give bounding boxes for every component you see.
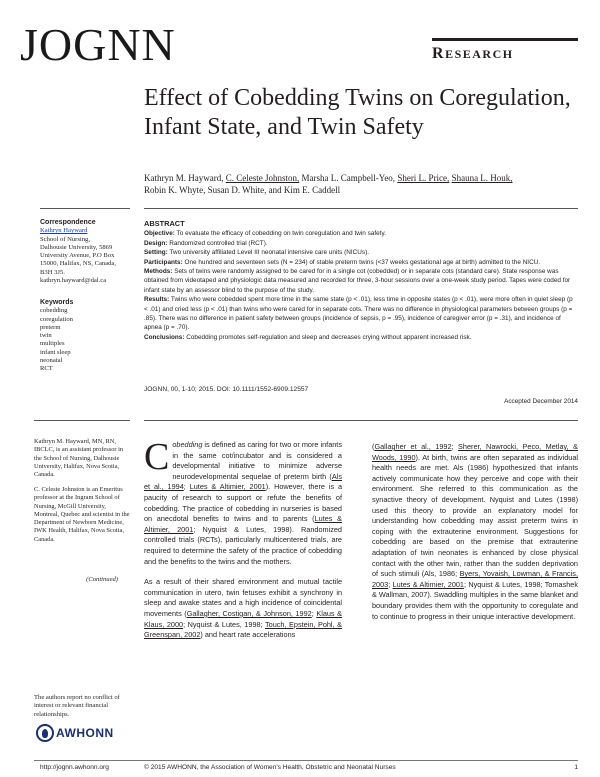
awhonn-logo	[34, 722, 130, 750]
address-line: School of Nursing,	[40, 235, 91, 243]
citation-link[interactable]: Sherer, Nawrocki, Peco, Metlay, & Woods, 1990	[372, 442, 578, 462]
continued-note: (Continued)	[86, 576, 118, 583]
abstract-heading: ABSTRACT	[144, 219, 185, 228]
citation-link[interactable]: Gallagher et al., 1992	[374, 442, 452, 451]
body-paragraph-1: Cobedding is defined as caring for two or more infants in the same cot/incubator and is considered a developmental initiative to minimize adverse neurodevelopmental sequelae of preterm birth (Als et al., 1994; Lutes & Altimier, 2001). However, there is a paucity of research to support or refute the benefits of cobedding. The practice of cobedding in nurseries is based on anecdotal benefits to twins and to parents (Lutes & Altimier, 2001; Nyquist & Lutes, 1998). Randomized controlled trials (RCTs), particularly multicentered trials, are required to determine the safety of the practice of cobedding and the benefits to the twins and the mothers.	[144, 436, 343, 566]
citation-link[interactable]: Als et al., 1994	[144, 471, 342, 492]
section-label-rest: ESEARCH	[445, 47, 514, 61]
correspondence-block	[40, 219, 130, 285]
address-line: B3H 3J5.	[40, 268, 65, 276]
citation-link[interactable]: Gallagher, Costigan, & Johnson, 1992	[186, 608, 312, 618]
abstract-setting: Setting: Two university affiliated Level III neonatal intensive care units (NICUs).	[144, 249, 369, 257]
citation-link[interactable]: Klaus & Klaus, 2000	[144, 608, 343, 629]
address-line: University Avenue, P.O Box	[40, 252, 115, 260]
correspondence-name-link[interactable]: Kathryn Hayward	[40, 227, 88, 235]
author-list	[144, 172, 564, 196]
drop-cap: C	[144, 436, 170, 478]
section-label-cap: R	[432, 45, 446, 62]
author-price-link[interactable]: Sheri L. Price,	[397, 173, 450, 183]
author-others: Robin K. Whyte, Susan D. White, and Kim E. Caddell	[144, 185, 341, 195]
author-johnston-link[interactable]: C. Celeste Johnston,	[225, 173, 300, 183]
citation-link[interactable]: Lutes & Altimier, 2001	[392, 579, 464, 589]
author-hayward: Kathryn M. Hayward,	[144, 173, 224, 183]
section-rule	[432, 38, 578, 41]
divider-main	[144, 208, 578, 209]
section-label	[432, 45, 578, 63]
abstract-conclusions: Conclusions: Cobedding promotes self-regulation and sleep and decreases crying without apparent increased risk.	[144, 333, 472, 341]
body-column-2	[372, 442, 578, 632]
citation-link[interactable]: Byers, Yovaish, Lowman, & Francis, 2003	[372, 569, 578, 589]
divider-body	[144, 420, 578, 421]
keyword-item: RCT	[40, 365, 53, 373]
keyword-item: twin	[40, 332, 52, 340]
keyword-item: infant sleep	[40, 348, 71, 356]
journal-title: JOGNN	[20, 19, 176, 70]
keyword-item: multiples	[40, 340, 65, 348]
author-bio-hayward: Kathryn M. Hayward, MN, RN, IBCLC, is an assistant professor in the School of Nursing, Dalhousie University, Halifax, Nova Scotia, Canada.	[34, 438, 124, 479]
article-citation: JOGNN, 00, 1-10; 2015. DOI: 10.1111/1552-6909.12557	[144, 386, 309, 393]
divider-left	[40, 208, 130, 209]
page-number: 1	[574, 764, 578, 771]
accepted-date: Accepted December 2014	[504, 398, 578, 405]
keyword-item: cobedding	[40, 307, 68, 315]
awhonn-logo-text: AWHONN	[56, 726, 114, 740]
correspondence-email: kathryn.hayward@dal.ca	[40, 277, 107, 285]
author-campbell-yeo: Marsha L. Campbell-Yeo,	[301, 173, 396, 183]
abstract-participants: Participants: One hundred and seventeen sets (N = 234) of stable preterm twins (<37 weeks gestational age at birth) admitted to the NICU.	[144, 258, 541, 266]
author-houk-link[interactable]: Shauna L. Houk,	[451, 173, 513, 183]
abstract-results: Results: Twins who were cobedded spent more time in the same state (p < .01), less time in opposite states (p < .01), were more often in quiet sleep (p < .01) and cried less (p < .01) than twins who were cared for in separate cots. There was no difference in physiological parameters between groups (p = .85). There was no difference in patient safety between groups (incidence of sepsis, p = .95), incidence of caregiver error (p = .31), and incidence of apnea (p = .70).	[144, 296, 573, 332]
address-line: Dalhousie University, 5869	[40, 243, 113, 251]
keyword-item: coregulation	[40, 315, 73, 323]
body-paragraph-3: (Gallagher et al., 1992; Sherer, Nawrocki, Peco, Metlay, & Woods, 1990). At birth, twins are often separated as individual health needs are met. Als (1986) hypothesized that infants actively communicate how they perceive and cope with their environment. She referred to this communication as the synactive theory of development. Nyquist and Lutes (1998) used this theory to provide an explanatory model for understanding how cobedding may assist preterm twins in coping with the extrauterine environment. Suggestions for cobedding are based on the premise that extrauterine adaptation of twin neonates is enhanced by close physical contact with the other twin, rather than the sudden deprivation of such stimuli (Als, 1986; Byers, Yovaish, Lowman, & Francis, 2003; Lutes & Altimier, 2001; Nyquist & Lutes, 1998; Tomashek & Wallman, 2007). Swaddling multiples in the same blanket and boundary provides them with the opportunity to coregulate and to continue to progress in their unique interactive development.	[372, 442, 579, 621]
keyword-item: preterm	[40, 323, 61, 331]
article-title: Effect of Cobedding Twins on Coregulation, Infant State, and Twin Safety	[144, 85, 571, 140]
divider-sidebar	[34, 420, 130, 421]
correspondence-heading: Correspondence	[40, 219, 96, 226]
footer-rule	[34, 760, 578, 761]
conflict-statement: The authors report no conflict of interest or relevant financial relationships.	[34, 694, 120, 718]
citation-link[interactable]: Lutes & Altimier, 2001	[189, 482, 266, 492]
body-column-1	[144, 436, 343, 651]
abstract-methods: Methods: Sets of twins were randomly assigned to be cared for in a single cot (cobedded) or in separate cots (standard care). State response was obtained from videotaped and physiologic data measured and recorded for three, 3-hour sessions over a one-week study period. Tapes were coded for infant state by an assessor blind to the purpose of the study.	[144, 268, 571, 294]
footer-url-link[interactable]: http://jognn.awhonn.org	[40, 764, 109, 771]
abstract-block	[144, 219, 578, 342]
body-paragraph-2: As a result of their shared environment and mutual tactile communication in utero, twin fetuses exhibit a synchrony in sleep and awake states and a high incidence of coincidental movements (Gallagher, Costigan, & Johnson, 1992; Klaus & Klaus, 2000; Nyquist & Lutes, 1998; Touch, Epstein, Pohl, & Greenspan, 2002) and heart rate accelerations	[144, 577, 343, 640]
author-bio-johnston: C. Celeste Johnston is an Emeritus professor at the Ingram School of Nursing, McGill University, Montreal, Quebec and scientist in the Department of Newborn Medicine, IWK Health, Halifax, Nova Scotia, Canada.	[34, 486, 130, 543]
address-line: 15000, Halifax, NS, Canada,	[40, 260, 116, 268]
keyword-item: neonatal	[40, 357, 63, 365]
citation-link[interactable]: Touch, Epstein, Pohl, & Greenspan, 2002	[144, 619, 342, 640]
citation-link[interactable]: Lutes & Altimier, 2001	[144, 514, 343, 534]
footer-copyright: © 2015 AWHONN, the Association of Women's Health, Obstetric and Neonatal Nurses	[144, 764, 396, 771]
keywords-heading: Keywords	[40, 299, 74, 306]
abstract-design: Design: Randomized controlled trial (RCT).	[144, 239, 268, 247]
abstract-objective: Objective: To evaluate the efficacy of cobedding on twin coregulation and twin safety.	[144, 230, 386, 238]
awhonn-mark-icon	[36, 724, 54, 742]
keywords-block	[40, 299, 130, 374]
